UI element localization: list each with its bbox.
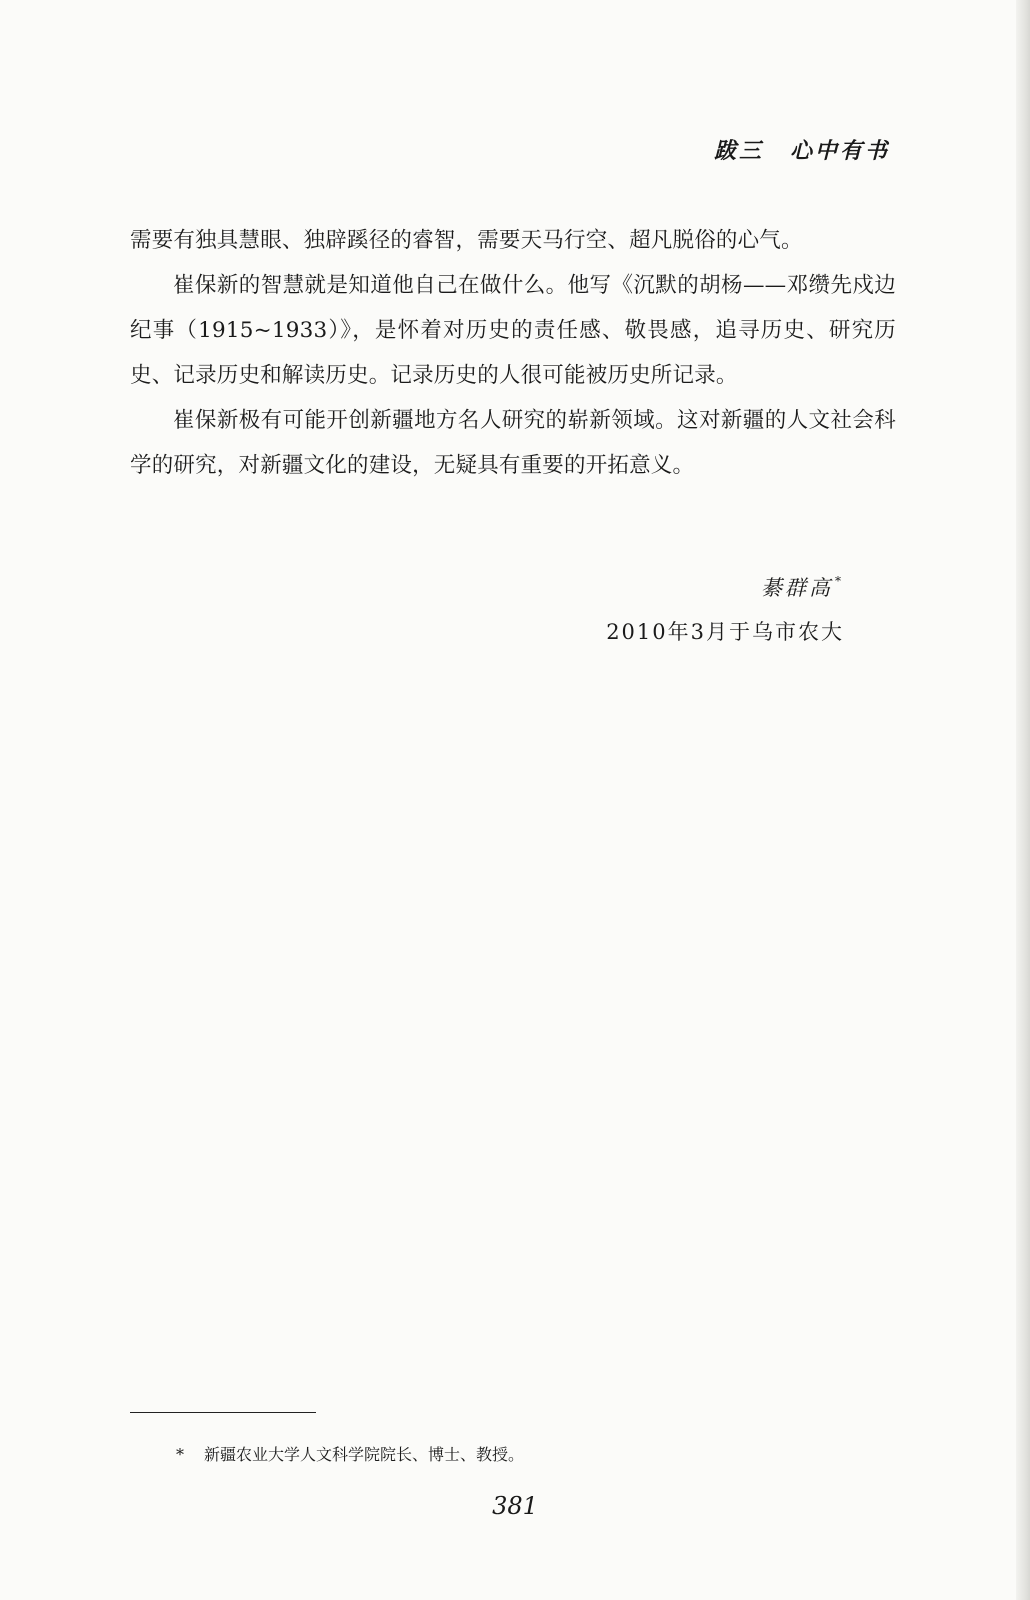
- page-edge-shadow: [1016, 0, 1030, 1600]
- running-head-title: 心中有书: [789, 138, 890, 164]
- paragraph-1: 需要有独具慧眼、独辟蹊径的睿智，需要天马行空、超凡脱俗的心气。: [130, 228, 803, 253]
- paragraph-2: 崔保新的智慧就是知道他自己在做什么。他写《沉默的胡杨——邓缵先戍边纪事（1915~1933）》，是怀着对历史的责任感、敬畏感，追寻历史、研究历史、记录历史和解读历史。记录历史的人很可能被历史所记录。: [130, 273, 896, 388]
- signature: [761, 572, 844, 602]
- running-head-section: 跋三: [713, 138, 764, 164]
- footnote-mark: *: [176, 1445, 184, 1464]
- page-number: 381: [492, 1492, 538, 1520]
- body-text: [130, 218, 896, 488]
- running-head: [714, 134, 890, 165]
- paragraph-3: 崔保新极有可能开创新疆地方名人研究的崭新领域。这对新疆的人文社会科学的研究，对新疆文化的建设，无疑具有重要的开拓意义。: [130, 408, 896, 478]
- footnote-text: 新疆农业大学人文科学院院长、博士、教授。: [204, 1445, 525, 1464]
- footnote-divider: [130, 1412, 316, 1413]
- signature-footnote-mark: *: [835, 574, 844, 588]
- signature-date: 2010年3月于乌市农大: [606, 620, 844, 644]
- signature-name: 綦群高: [761, 576, 833, 600]
- footnote: [176, 1442, 524, 1465]
